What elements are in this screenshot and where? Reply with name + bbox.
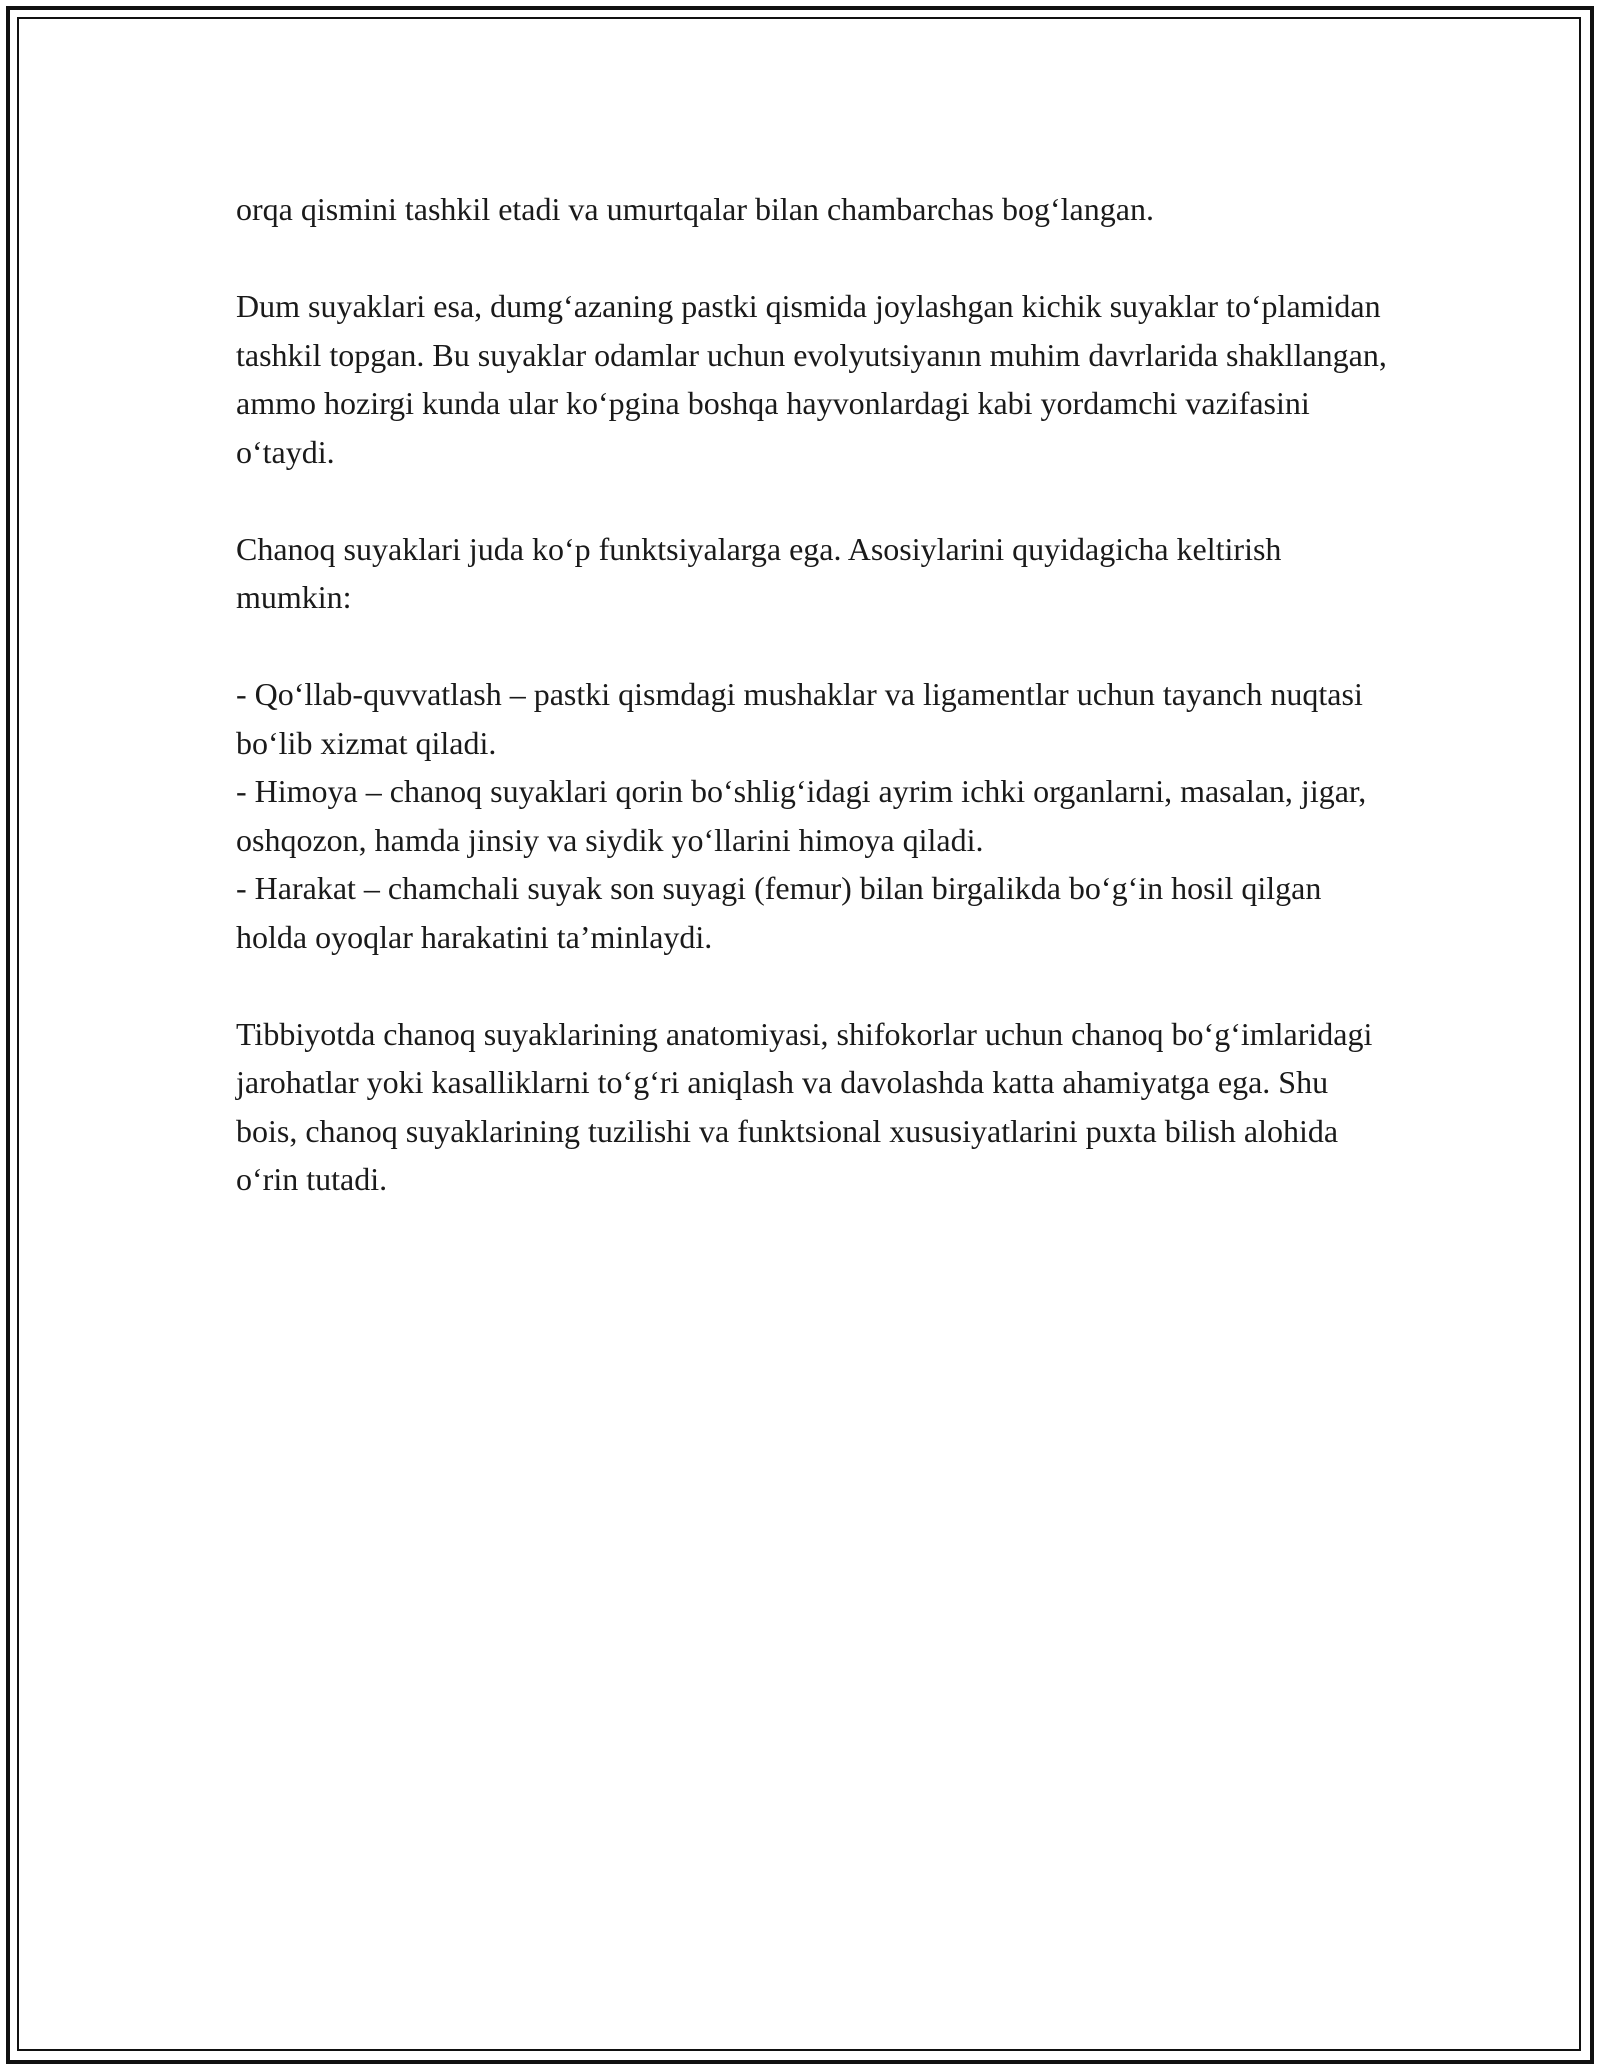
list-item: - Qo‘llab-quvvatlash – pastki qismdagi mushaklar va ligamentlar uchun tayanch nuqtasi bo‘lib xizmat qiladi. [236,676,1363,761]
document-body [236,185,1396,1252]
function-list [236,670,1396,961]
paragraph: Dum suyaklari esa, dumg‘azaning pastki qismida joylashgan kichik suyaklar to‘plamidan tashkil topgan. Bu suyaklar odamlar uchun evolyutsiyanın muhim davrlarida shakllangan, ammo hozirgi kunda ular ko‘pgina boshqa hayvonlardagi kabi yordamchi vazifasini o‘taydi. [236,288,1387,470]
paragraph: Tibbiyotda chanoq suyaklarining anatomiyasi, shifokorlar uchun chanoq bo‘g‘imlaridagi jarohatlar yoki kasalliklarni to‘g‘ri aniqlash va davolashda katta ahamiyatga ega. Shu bois, chanoq suyaklarining tuzilishi va funktsional xususiyatlarini puxta bilish alohida o‘rin tutadi. [236,1015,1373,1197]
paragraph: orqa qismini tashkil etadi va umurtqalar bilan chambarchas bog‘langan. [236,191,1154,227]
paragraph: Chanoq suyaklari juda ko‘p funktsiyalarga ega. Asosiylarini quyidagicha keltirish mumkin: [236,530,1282,615]
list-item: - Himoya – chanoq suyaklari qorin bo‘shlig‘idagi ayrim ichki organlarni, masalan, jigar, oshqozon, hamda jinsiy va siydik yo‘llarini himoya qiladi. [236,773,1367,858]
list-item: - Harakat – chamchali suyak son suyagi (femur) bilan birgalikda bo‘g‘in hosil qilgan holda oyoqlar harakatini ta’minlaydi. [236,870,1322,955]
